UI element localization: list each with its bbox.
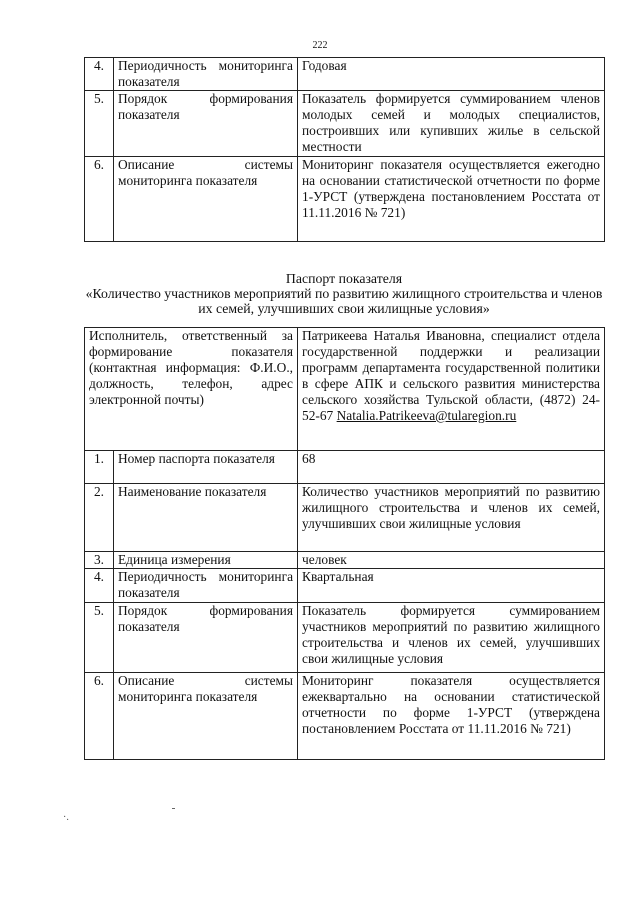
row-value: 68 (298, 451, 605, 484)
row-value: Показатель формируется суммированием членов молодых семей и молодых специалистов, построивших или купивших жилье в сельской местности (298, 91, 605, 157)
passport-heading (84, 271, 604, 316)
table-row (85, 569, 605, 603)
table-row (85, 157, 605, 242)
row-number: 5. (85, 603, 114, 673)
row-label: Порядок формирования показателя (114, 603, 298, 673)
row-value: Мониторинг показателя осуществляется ежегодно на основании статистической отчетности по форме 1-УРСТ (утверждена постановлением Росстата от 11.11.2016 № 721) (298, 157, 605, 242)
row-value: Количество участников мероприятий по развитию жилищного строительства и членов их семей, улучшивших свои жилищные условия (298, 484, 605, 552)
passport-title: Паспорт показателя (285, 271, 403, 286)
page-number: 222 (312, 40, 328, 51)
executor-row (85, 328, 605, 451)
row-value: Мониторинг показателя осуществляется ежеквартально на основании статистической отчетности по форме 1-УРСТ (утверждена постановлением Росстата от 11.11.2016 № 721) (298, 673, 605, 760)
row-number: 4. (85, 58, 114, 91)
row-number: 6. (85, 673, 114, 760)
row-label: Периодичность мониторинга показателя (114, 58, 298, 91)
row-number: 6. (85, 157, 114, 242)
passport-subtitle: «Количество участников мероприятий по развитию жилищного строительства и членов их семей, улучшивших свои жилищные условия» (85, 286, 603, 316)
passport-table (84, 327, 605, 760)
executor-label: Исполнитель, ответственный за формирование показателя (контактная информация: Ф.И.О., должность, телефон, адрес электронной почты) (85, 328, 298, 451)
table-row (85, 91, 605, 157)
table-row (85, 552, 605, 569)
row-label: Описание системы мониторинга показателя (114, 157, 298, 242)
executor-value (298, 328, 605, 451)
row-value: человек (298, 552, 605, 569)
executor-email: Natalia.Patrikeeva@tularegion.ru (336, 408, 517, 423)
table-row (85, 484, 605, 552)
row-label: Периодичность мониторинга показателя (114, 569, 298, 603)
row-value: Квартальная (298, 569, 605, 603)
row-number: 5. (85, 91, 114, 157)
row-value: Показатель формируется суммированием участников мероприятий по развитию жилищного строительства и членов их семей, улучшивших свои жилищные условия (298, 603, 605, 673)
table-row (85, 451, 605, 484)
row-label: Порядок формирования показателя (114, 91, 298, 157)
row-label: Номер паспорта показателя (114, 451, 298, 484)
row-label: Единица измерения (114, 552, 298, 569)
row-number: 4. (85, 569, 114, 603)
table-row (85, 603, 605, 673)
executor-contact: Патрикеева Наталья Ивановна, специалист отдела государственной поддержки и реализации программ департамента государственной политики в сфере АПК и сельского развития министерства сельского хозяйства Тульской области, (4872) 24-52-67 (302, 328, 601, 423)
footer-mark: ·. (63, 812, 69, 823)
row-number: 2. (85, 484, 114, 552)
row-value: Годовая (298, 58, 605, 91)
table-row (85, 58, 605, 91)
row-label: Описание системы мониторинга показателя (114, 673, 298, 760)
row-number: 3. (85, 552, 114, 569)
scan-artifact (172, 808, 175, 809)
table-row (85, 673, 605, 760)
row-label: Наименование показателя (114, 484, 298, 552)
row-number: 1. (85, 451, 114, 484)
previous-passport-table (84, 57, 605, 242)
